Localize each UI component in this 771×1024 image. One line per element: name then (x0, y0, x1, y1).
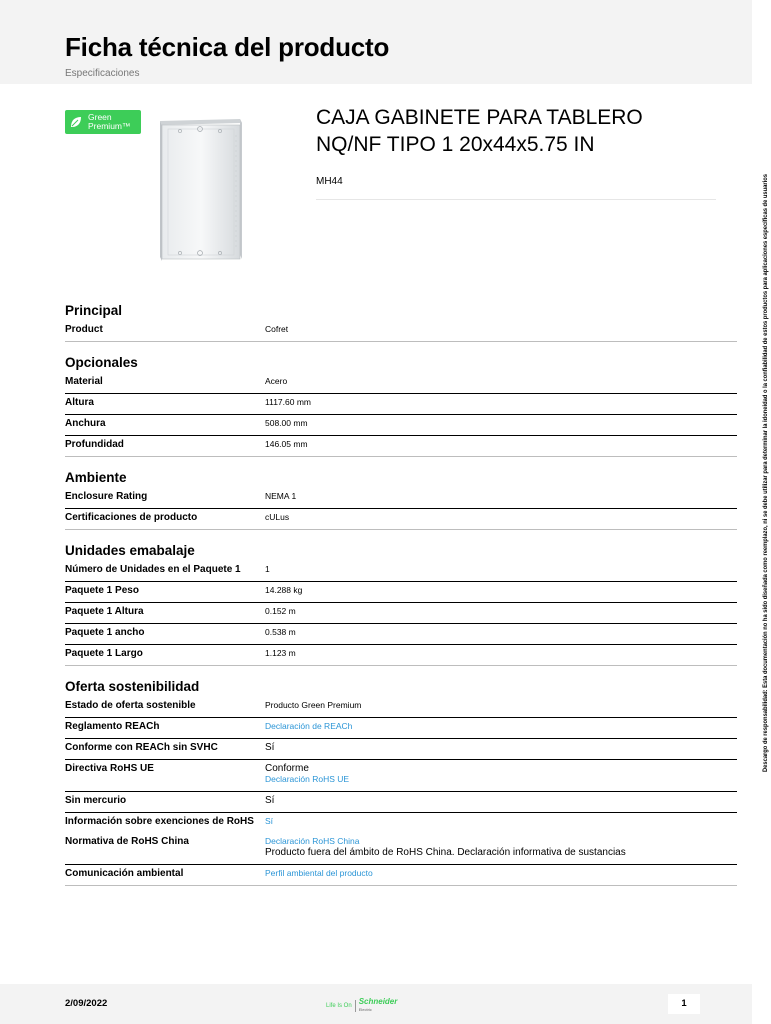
spec-label: Enclosure Rating (65, 491, 148, 502)
spec-label: Normativa de RoHS China (65, 836, 189, 847)
spec-row (65, 394, 737, 415)
spec-row (65, 697, 737, 718)
spec-value: 14.288 kg (265, 585, 303, 595)
spec-row (65, 582, 737, 603)
spec-label: Estado de oferta sostenible (65, 700, 196, 711)
spec-label: Sin mercurio (65, 795, 127, 806)
product-name-line-2: NQ/NF TIPO 1 20x44x5.75 IN (316, 133, 595, 156)
spec-row (65, 813, 737, 833)
spec-row (65, 624, 737, 645)
page-subtitle: Especificaciones (65, 68, 140, 79)
spec-label: Profundidad (65, 439, 124, 450)
spec-value: cULus (265, 512, 290, 522)
spec-value: 0.152 m (265, 606, 296, 616)
product-reference: MH44 (316, 176, 343, 187)
badge-line-2: Premium™ (88, 121, 131, 131)
section-oferta (65, 677, 737, 886)
spec-value: 1.123 m (265, 648, 296, 658)
section-title: Unidades emabalaje (65, 543, 195, 558)
spec-label: Certificaciones de producto (65, 512, 198, 523)
brand-logo (326, 998, 397, 1014)
spec-label: Paquete 1 ancho (65, 627, 145, 638)
spec-row (65, 865, 737, 886)
spec-label: Reglamento REACh (65, 721, 160, 732)
logo-divider (355, 1000, 356, 1012)
disclaimer-vertical (757, 131, 771, 772)
section-title: Oferta sostenibilidad (65, 679, 200, 694)
disclaimer-text: Descargo de responsabilidad: Esta documentación no ha sido diseñada como reemplazo, ni se debe utilizar para determinar la idoneidad o la confiabilidad de estos productos para aplicaciones específicas de usuarios (762, 131, 769, 772)
section-unidades (65, 541, 737, 666)
spec-label: Paquete 1 Largo (65, 648, 143, 659)
spec-value: 0.538 m (265, 627, 296, 637)
logo-tagline: Life Is On (326, 1003, 352, 1009)
rohs-eu-declaration-link[interactable]: Declaración RoHS UE (265, 774, 350, 784)
section-title: Opcionales (65, 355, 138, 370)
leaf-icon (69, 115, 83, 129)
spec-value: Acero (265, 376, 288, 386)
spec-label: Conforme con REACh sin SVHC (65, 742, 218, 753)
spec-row (65, 792, 737, 813)
spec-row (65, 436, 737, 457)
spec-label: Paquete 1 Peso (65, 585, 139, 596)
reach-declaration-link[interactable]: Declaración de REACh (265, 721, 353, 731)
spec-area (65, 301, 737, 897)
rohs-exemptions-link[interactable]: Sí (265, 816, 274, 826)
spec-row (65, 509, 737, 530)
spec-label: Material (65, 376, 103, 387)
spec-label: Anchura (65, 418, 106, 429)
spec-value: 146.05 mm (265, 439, 308, 449)
badge-line-1: Green (88, 112, 112, 122)
section-ambiente (65, 468, 737, 530)
spec-row (65, 488, 737, 509)
logo-brand: Schneider (358, 997, 398, 1006)
spec-row (65, 561, 737, 582)
spec-row (65, 718, 737, 739)
footer-date: 2/09/2022 (65, 998, 108, 1009)
spec-row (65, 739, 737, 760)
spec-value: Sí (265, 795, 275, 806)
spec-value: Sí (265, 742, 275, 753)
spec-label: Directiva RoHS UE (65, 763, 154, 774)
spec-row (65, 603, 737, 624)
spec-row (65, 645, 737, 666)
section-opcionales (65, 353, 737, 457)
spec-row (65, 373, 737, 394)
spec-row (65, 833, 737, 865)
spec-value: Conforme (265, 763, 309, 774)
spec-label: Información sobre exenciones de RoHS (65, 816, 254, 827)
section-title: Principal (65, 303, 123, 318)
product-name (316, 104, 736, 158)
spec-value: Cofret (265, 324, 289, 334)
section-title: Ambiente (65, 470, 127, 485)
spec-label: Número de Unidades en el Paquete 1 (65, 564, 241, 575)
spec-value: Producto fuera del ámbito de RoHS China. Declaración informativa de sustancias (265, 847, 626, 858)
spec-value: NEMA 1 (265, 491, 297, 501)
page-title: Ficha técnica del producto (65, 32, 390, 62)
spec-label: Altura (65, 397, 94, 408)
product-name-line-1: CAJA GABINETE PARA TABLERO (316, 106, 643, 129)
spec-row (65, 415, 737, 436)
section-principal (65, 301, 737, 342)
spec-value: 1117.60 mm (265, 397, 311, 407)
environmental-profile-link[interactable]: Perfil ambiental del producto (265, 868, 373, 878)
spec-label: Comunicación ambiental (65, 868, 184, 879)
spec-value: 1 (265, 564, 270, 574)
page-number: 1 (668, 994, 700, 1014)
spec-row (65, 760, 737, 792)
green-premium-badge (65, 110, 141, 134)
product-image (150, 115, 250, 265)
spec-row (65, 321, 737, 342)
divider (316, 199, 716, 200)
spec-label: Product (65, 324, 103, 335)
spec-label: Paquete 1 Altura (65, 606, 144, 617)
spec-value: 508.00 mm (265, 418, 308, 428)
logo-brand-sub: Electric (358, 1007, 372, 1012)
spec-value: Producto Green Premium (265, 700, 362, 710)
rohs-china-declaration-link[interactable]: Declaración RoHS China (265, 836, 360, 846)
